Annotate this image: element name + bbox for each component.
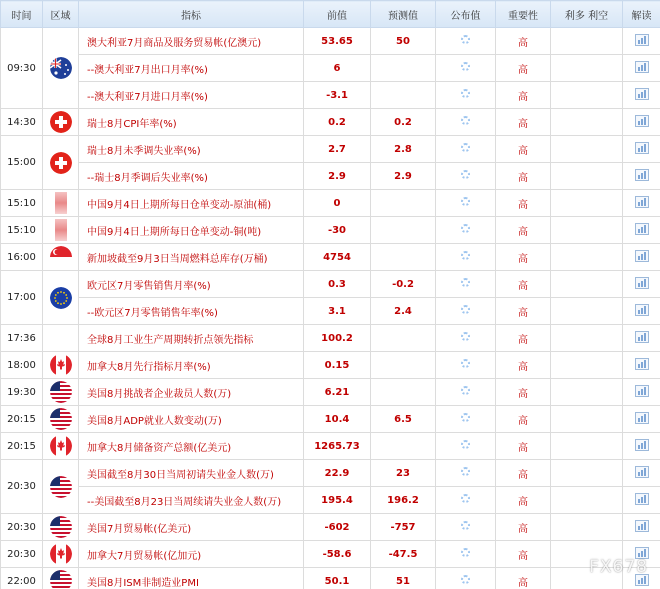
indicator-cell[interactable]: --瑞士8月季调后失业率(%) — [79, 163, 304, 190]
table-row — [1, 514, 660, 541]
forecast-value: 196.2 — [371, 487, 436, 514]
indicator-cell[interactable]: 中国9月4日上期所每日仓单变动-原油(桶) — [79, 190, 304, 217]
importance-cell: 高 — [496, 460, 551, 487]
usa-flag-icon — [50, 516, 72, 538]
time-cell: 20:15 — [1, 433, 43, 460]
interpret-cell[interactable] — [623, 487, 660, 514]
table-row — [1, 433, 660, 460]
interpret-cell[interactable] — [623, 271, 660, 298]
previous-value: 0 — [304, 190, 371, 217]
canada-flag-icon — [50, 543, 72, 565]
region-cell — [43, 406, 79, 433]
effect-cell — [551, 487, 623, 514]
actual-value — [436, 487, 496, 514]
effect-cell — [551, 433, 623, 460]
importance-cell: 高 — [496, 82, 551, 109]
interpret-cell[interactable] — [623, 190, 660, 217]
interpret-cell[interactable] — [623, 325, 660, 352]
loading-spinner-icon — [461, 35, 470, 44]
forecast-value — [371, 379, 436, 406]
effect-cell — [551, 298, 623, 325]
table-row — [1, 487, 660, 514]
importance-cell: 高 — [496, 55, 551, 82]
previous-value: -602 — [304, 514, 371, 541]
chart-icon[interactable] — [635, 308, 649, 319]
importance-cell: 高 — [496, 109, 551, 136]
loading-spinner-icon — [461, 170, 470, 179]
interpret-cell[interactable] — [623, 82, 660, 109]
chart-icon[interactable] — [635, 335, 649, 346]
actual-value — [436, 217, 496, 244]
loading-spinner-icon — [461, 332, 470, 341]
importance-cell: 高 — [496, 190, 551, 217]
importance-cell: 高 — [496, 298, 551, 325]
forecast-value — [371, 55, 436, 82]
forecast-value: 6.5 — [371, 406, 436, 433]
table-row — [1, 325, 660, 352]
forecast-value: -47.5 — [371, 541, 436, 568]
forecast-value: 50 — [371, 28, 436, 55]
importance-cell: 高 — [496, 487, 551, 514]
previous-value: 6 — [304, 55, 371, 82]
region-cell — [43, 568, 79, 589]
region-cell — [43, 136, 79, 190]
forecast-value: -0.2 — [371, 271, 436, 298]
importance-cell: 高 — [496, 325, 551, 352]
table-row — [1, 406, 660, 433]
singapore-flag-icon — [50, 246, 72, 268]
table-row — [1, 568, 660, 589]
canada-flag-icon — [50, 354, 72, 376]
loading-spinner-icon — [461, 359, 470, 368]
col-indicator: 指标 — [79, 1, 304, 28]
actual-value — [436, 352, 496, 379]
actual-value — [436, 433, 496, 460]
previous-value: 50.1 — [304, 568, 371, 589]
previous-value: 0.2 — [304, 109, 371, 136]
forecast-value — [371, 244, 436, 271]
chart-icon[interactable] — [635, 524, 649, 535]
time-cell: 20:30 — [1, 460, 43, 514]
chart-icon[interactable] — [635, 389, 649, 400]
interpret-cell[interactable] — [623, 217, 660, 244]
actual-value — [436, 541, 496, 568]
actual-value — [436, 190, 496, 217]
loading-spinner-icon — [461, 575, 470, 584]
effect-cell — [551, 406, 623, 433]
interpret-cell[interactable] — [623, 406, 660, 433]
time-cell: 19:30 — [1, 379, 43, 406]
interpret-cell[interactable] — [623, 298, 660, 325]
forecast-value: -757 — [371, 514, 436, 541]
loading-spinner-icon — [461, 467, 470, 476]
indicator-cell[interactable]: 澳大利亚7月商品及服务贸易帐(亿澳元) — [79, 28, 304, 55]
chart-icon[interactable] — [635, 470, 649, 481]
importance-cell: 高 — [496, 541, 551, 568]
loading-spinner-icon — [461, 143, 470, 152]
importance-cell: 高 — [496, 379, 551, 406]
effect-cell — [551, 136, 623, 163]
importance-cell: 高 — [496, 136, 551, 163]
region-cell — [43, 190, 79, 217]
actual-value — [436, 460, 496, 487]
importance-cell: 高 — [496, 271, 551, 298]
table-row — [1, 217, 660, 244]
loading-spinner-icon — [461, 386, 470, 395]
switzerland-flag-icon — [50, 111, 72, 133]
chart-icon[interactable] — [635, 119, 649, 130]
loading-spinner-icon — [461, 116, 470, 125]
region-cell — [43, 433, 79, 460]
loading-spinner-icon — [461, 548, 470, 557]
chart-icon[interactable] — [635, 362, 649, 373]
indicator-cell[interactable]: 加拿大8月储备资产总额(亿美元) — [79, 433, 304, 460]
previous-value: 100.2 — [304, 325, 371, 352]
col-previous: 前值 — [304, 1, 371, 28]
effect-cell — [551, 514, 623, 541]
effect-cell — [551, 190, 623, 217]
indicator-cell[interactable]: 美国8月挑战者企业裁员人数(万) — [79, 379, 304, 406]
forecast-value — [371, 190, 436, 217]
previous-value: 0.15 — [304, 352, 371, 379]
col-forecast: 预测值 — [371, 1, 436, 28]
forecast-value — [371, 433, 436, 460]
indicator-cell[interactable]: 中国9月4日上期所每日仓单变动-铜(吨) — [79, 217, 304, 244]
loading-spinner-icon — [461, 224, 470, 233]
region-cell — [43, 244, 79, 271]
table-row — [1, 163, 660, 190]
effect-cell — [551, 82, 623, 109]
actual-value — [436, 55, 496, 82]
previous-value: 10.4 — [304, 406, 371, 433]
china-flag-icon — [55, 219, 67, 241]
chart-icon[interactable] — [635, 65, 649, 76]
actual-value — [436, 298, 496, 325]
previous-value: 4754 — [304, 244, 371, 271]
actual-value — [436, 514, 496, 541]
canada-flag-icon — [50, 435, 72, 457]
actual-value — [436, 82, 496, 109]
china-flag-icon — [55, 192, 67, 214]
chart-icon[interactable] — [635, 497, 649, 508]
loading-spinner-icon — [461, 494, 470, 503]
region-cell — [43, 541, 79, 568]
previous-value: -58.6 — [304, 541, 371, 568]
previous-value: 22.9 — [304, 460, 371, 487]
indicator-cell[interactable]: 美国8月ADP就业人数变动(万) — [79, 406, 304, 433]
previous-value: 195.4 — [304, 487, 371, 514]
loading-spinner-icon — [461, 89, 470, 98]
effect-cell — [551, 352, 623, 379]
region-cell — [43, 28, 79, 109]
actual-value — [436, 163, 496, 190]
importance-cell: 高 — [496, 433, 551, 460]
table-row — [1, 190, 660, 217]
interpret-cell[interactable] — [623, 379, 660, 406]
loading-spinner-icon — [461, 413, 470, 422]
time-cell: 22:00 — [1, 568, 43, 589]
previous-value: 6.21 — [304, 379, 371, 406]
actual-value — [436, 568, 496, 589]
table-row — [1, 109, 660, 136]
forecast-value: 23 — [371, 460, 436, 487]
previous-value: 1265.73 — [304, 433, 371, 460]
interpret-cell[interactable] — [623, 244, 660, 271]
importance-cell: 高 — [496, 514, 551, 541]
loading-spinner-icon — [461, 278, 470, 287]
region-cell — [43, 109, 79, 136]
forecast-value — [371, 352, 436, 379]
effect-cell — [551, 244, 623, 271]
importance-cell: 高 — [496, 244, 551, 271]
effect-cell — [551, 55, 623, 82]
interpret-cell[interactable] — [623, 136, 660, 163]
actual-value — [436, 406, 496, 433]
actual-value — [436, 28, 496, 55]
table-row — [1, 136, 660, 163]
actual-value — [436, 379, 496, 406]
chart-icon[interactable] — [635, 92, 649, 103]
previous-value: -3.1 — [304, 82, 371, 109]
indicator-cell[interactable]: --澳大利亚7月出口月率(%) — [79, 55, 304, 82]
chart-icon[interactable] — [635, 254, 649, 265]
time-cell: 14:30 — [1, 109, 43, 136]
table-row — [1, 541, 660, 568]
time-cell: 20:30 — [1, 541, 43, 568]
chart-icon[interactable] — [635, 200, 649, 211]
table-row — [1, 271, 660, 298]
col-importance: 重要性 — [496, 1, 551, 28]
importance-cell: 高 — [496, 163, 551, 190]
table-row — [1, 28, 660, 55]
forecast-value: 2.8 — [371, 136, 436, 163]
col-effect: 利多 利空 — [551, 1, 623, 28]
previous-value: -30 — [304, 217, 371, 244]
actual-value — [436, 271, 496, 298]
forecast-value: 0.2 — [371, 109, 436, 136]
time-cell: 20:30 — [1, 514, 43, 541]
previous-value: 0.3 — [304, 271, 371, 298]
effect-cell — [551, 28, 623, 55]
interpret-cell[interactable] — [623, 433, 660, 460]
region-cell — [43, 217, 79, 244]
importance-cell: 高 — [496, 352, 551, 379]
interpret-cell[interactable] — [623, 352, 660, 379]
indicator-cell[interactable]: 美国7月贸易帐(亿美元) — [79, 514, 304, 541]
time-cell: 20:15 — [1, 406, 43, 433]
loading-spinner-icon — [461, 305, 470, 314]
table-row — [1, 352, 660, 379]
loading-spinner-icon — [461, 521, 470, 530]
actual-value — [436, 136, 496, 163]
loading-spinner-icon — [461, 440, 470, 449]
importance-cell: 高 — [496, 28, 551, 55]
indicator-cell[interactable]: --欧元区7月零售销售年率(%) — [79, 298, 304, 325]
indicator-cell[interactable]: 美国8月ISM非制造业PMI — [79, 568, 304, 589]
usa-flag-icon — [50, 381, 72, 403]
importance-cell: 高 — [496, 217, 551, 244]
indicator-cell[interactable]: 加拿大7月贸易帐(亿加元) — [79, 541, 304, 568]
interpret-cell[interactable] — [623, 514, 660, 541]
forecast-value: 2.4 — [371, 298, 436, 325]
col-region: 区域 — [43, 1, 79, 28]
indicator-cell[interactable]: --澳大利亚7月进口月率(%) — [79, 82, 304, 109]
interpret-cell[interactable] — [623, 109, 660, 136]
previous-value: 53.65 — [304, 28, 371, 55]
actual-value — [436, 244, 496, 271]
indicator-cell[interactable]: --美国截至8月23日当周续请失业金人数(万) — [79, 487, 304, 514]
indicator-cell[interactable]: 美国截至8月30日当周初请失业金人数(万) — [79, 460, 304, 487]
chart-icon[interactable] — [635, 416, 649, 427]
region-cell — [43, 460, 79, 514]
forecast-value — [371, 217, 436, 244]
forecast-value — [371, 82, 436, 109]
chart-icon[interactable] — [635, 227, 649, 238]
usa-flag-icon — [50, 476, 72, 498]
indicator-cell[interactable]: 全球8月工业生产周期转折点领先指标 — [79, 325, 304, 352]
interpret-cell[interactable] — [623, 55, 660, 82]
table-row — [1, 244, 660, 271]
indicator-cell[interactable]: 加拿大8月先行指标月率(%) — [79, 352, 304, 379]
australia-flag-icon — [50, 57, 72, 79]
forecast-value: 51 — [371, 568, 436, 589]
forecast-value: 2.9 — [371, 163, 436, 190]
watermark-logo: FX678 — [589, 557, 648, 577]
previous-value: 2.7 — [304, 136, 371, 163]
table-row — [1, 82, 660, 109]
region-cell — [43, 271, 79, 325]
chart-icon[interactable] — [635, 443, 649, 454]
usa-flag-icon — [50, 570, 72, 589]
eu-flag-icon — [50, 287, 72, 309]
usa-flag-icon — [50, 408, 72, 430]
actual-value — [436, 109, 496, 136]
effect-cell — [551, 460, 623, 487]
importance-cell: 高 — [496, 568, 551, 589]
table-row — [1, 379, 660, 406]
effect-cell — [551, 379, 623, 406]
time-cell: 15:10 — [1, 217, 43, 244]
effect-cell — [551, 163, 623, 190]
previous-value: 3.1 — [304, 298, 371, 325]
col-time: 时间 — [1, 1, 43, 28]
region-cell — [43, 514, 79, 541]
region-cell — [43, 325, 79, 352]
effect-cell — [551, 217, 623, 244]
interpret-cell[interactable] — [623, 28, 660, 55]
time-cell: 09:30 — [1, 28, 43, 109]
col-actual: 公布值 — [436, 1, 496, 28]
region-cell — [43, 352, 79, 379]
indicator-cell[interactable]: 新加坡截至9月3日当周燃料总库存(万桶) — [79, 244, 304, 271]
actual-value — [436, 325, 496, 352]
table-header — [1, 1, 660, 28]
chart-icon[interactable] — [635, 281, 649, 292]
col-interpret: 解读 — [623, 1, 660, 28]
chart-icon[interactable] — [635, 173, 649, 184]
loading-spinner-icon — [461, 62, 470, 71]
chart-icon[interactable] — [635, 146, 649, 157]
indicator-cell[interactable]: 瑞士8月CPI年率(%) — [79, 109, 304, 136]
chart-icon[interactable] — [635, 578, 649, 589]
time-cell: 17:00 — [1, 271, 43, 325]
interpret-cell[interactable] — [623, 460, 660, 487]
importance-cell: 高 — [496, 406, 551, 433]
interpret-cell[interactable] — [623, 163, 660, 190]
previous-value: 2.9 — [304, 163, 371, 190]
effect-cell — [551, 325, 623, 352]
forecast-value — [371, 325, 436, 352]
effect-cell — [551, 109, 623, 136]
chart-icon[interactable] — [635, 38, 649, 49]
time-cell: 18:00 — [1, 352, 43, 379]
table-row — [1, 298, 660, 325]
time-cell: 15:10 — [1, 190, 43, 217]
time-cell: 16:00 — [1, 244, 43, 271]
region-cell — [43, 379, 79, 406]
loading-spinner-icon — [461, 197, 470, 206]
indicator-cell[interactable]: 瑞士8月未季调失业率(%) — [79, 136, 304, 163]
indicator-cell[interactable]: 欧元区7月零售销售月率(%) — [79, 271, 304, 298]
loading-spinner-icon — [461, 251, 470, 260]
switzerland-flag-icon — [50, 152, 72, 174]
table-row — [1, 55, 660, 82]
effect-cell — [551, 271, 623, 298]
table-row — [1, 460, 660, 487]
time-cell: 15:00 — [1, 136, 43, 190]
time-cell: 17:36 — [1, 325, 43, 352]
